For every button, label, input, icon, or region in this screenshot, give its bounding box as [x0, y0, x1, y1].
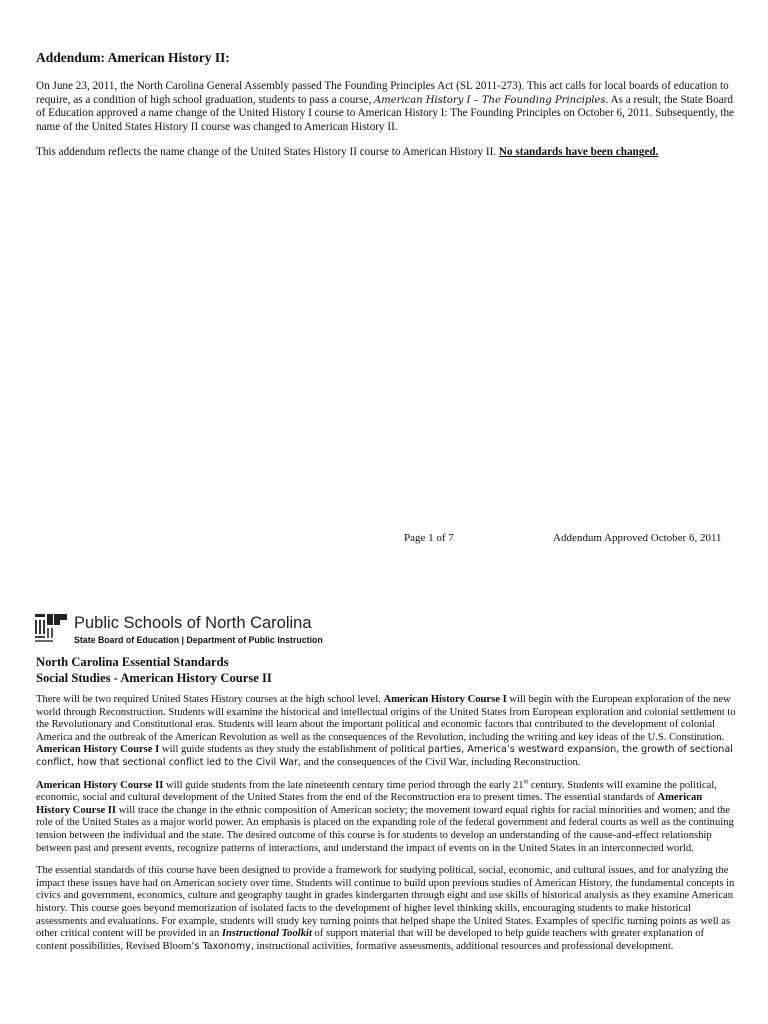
- text-run: will begin with the European exploration of the new world through Reconstruction. Students will examine the historical and intellectual origins of the United States from European exploration and colonial settlement to the Revolutionary and Constitutional eras. Students will learn about the important political and economic factors that contributed to the development of colonial America and the outbreak of the American Revolution as well as the consequences of the Revolution, including the writing and key ideas of the U.S. Constitution.: [36, 694, 736, 743]
- standards-title: [36, 655, 736, 686]
- course-name-bold: American History Course II: [36, 792, 703, 816]
- addendum-paragraph-1: [36, 80, 736, 134]
- dpi-logo: [34, 612, 334, 648]
- addendum-heading: Addendum: American History II:: [36, 50, 230, 65]
- approval-date: Addendum Approved October 6, 2011: [553, 532, 722, 544]
- ordinal-superscript: st: [523, 777, 529, 786]
- no-change-notice: No standards have been changed.: [498, 146, 659, 159]
- logo-title: Public Schools of North Carolina: [74, 614, 312, 632]
- text-run: parties, America’s westward expansion, the growth of sectional conflict, how that sectional conflict led to the Civil War,: [36, 744, 733, 768]
- text-run: instructional activities, formative assessments, additional resources and professional development.: [253, 940, 674, 952]
- paragraph-course-overview: [36, 694, 736, 770]
- addendum-section: [36, 50, 736, 172]
- logo-subtitle: State Board of Education | Department of Public Instruction: [74, 635, 323, 645]
- text-run: . As a result, the State Board of Education approved a name change of the United History I course to American History I: The Founding Principles on October 6, 2011. Subsequently, the name of the United States History II course was changed to American History II.: [36, 93, 735, 133]
- paragraph-course-ii: [36, 777, 736, 856]
- course-title-italic: American History I – The Founding Principles: [374, 94, 606, 106]
- standards-section: [36, 655, 736, 963]
- text-run: will guide students from the late nineteenth century time period through the early 21: [163, 779, 524, 791]
- text-run: of support material that will be developed to help guide teachers with greater explanation of content possibilities, Revised Bloom: [36, 928, 705, 952]
- text-run: and the consequences of the Civil War, including Reconstruction.: [300, 756, 581, 768]
- text-run: The essential standards of this course have been designed to provide a framework for studying political, social, economic, and cultural issues, and for analyzing the impact these issues have had on American society over time. Students will continue to build upon previous studies of American History, the fundamental concepts in civics and government, economics, culture and geography taught in grades kindergarten through eight and use skills of historical analysis as they examine American history. This course goes beyond memorization of isolated facts to the development of higher level thinking skills, encouraging students to make historical assessments and evaluations. For example, students will study key turning points that helped shape the United States. Examples of specific turning points as well as other critical content will be provided in an: [36, 865, 735, 940]
- text-run: will trace the change in the ethnic composition of American society; the movement toward equal rights for racial minorities and women; and the role of the United States as a major world power. An emphasis is placed on the expanding role of the federal government and federal courts as well as the continuing tension between the individual and the state. The desired outcome of this course is for students to develop an understanding of the cause-and-effect relationship between past and present events, recognize patterns of interactions, and understand the impact of events on in the United States in an interconnected world.: [36, 804, 734, 854]
- text-run: On June 23, 2011, the North Carolina General Assembly passed The Founding Principles Act (SL 2011-273). This act calls for local boards of education to require, as a condition of high school graduation, students to pass a course,: [36, 80, 729, 106]
- addendum-paragraph-2: [36, 146, 736, 160]
- text-run: This addendum reflects the name change of the United States History II course to American History II.: [36, 146, 499, 159]
- text-run: There will be two required United States History courses at the high school level.: [36, 694, 384, 705]
- course-name-bold: American History Course I: [36, 744, 160, 756]
- course-name-bold: American History Course II: [36, 779, 164, 791]
- title-line-1: North Carolina Essential Standards: [36, 655, 229, 669]
- course-name-bold: American History Course I: [383, 694, 507, 705]
- nc-schoolhouse-logo-icon: [34, 612, 68, 646]
- title-line-2: Social Studies - American History Course II: [36, 670, 272, 685]
- text-run: ’s Taxonomy,: [191, 940, 254, 952]
- instructional-toolkit-term: Instructional Toolkit: [221, 928, 312, 940]
- paragraph-framework: [36, 865, 736, 953]
- page-number: Page 1 of 7: [404, 532, 454, 544]
- text-run: will guide students as they study the establishment of political: [159, 744, 428, 756]
- text-run: century. Students will examine the political, economic, social and cultural development of the United States from the end of the Reconstruction era to present times. The essential standards of: [36, 779, 717, 804]
